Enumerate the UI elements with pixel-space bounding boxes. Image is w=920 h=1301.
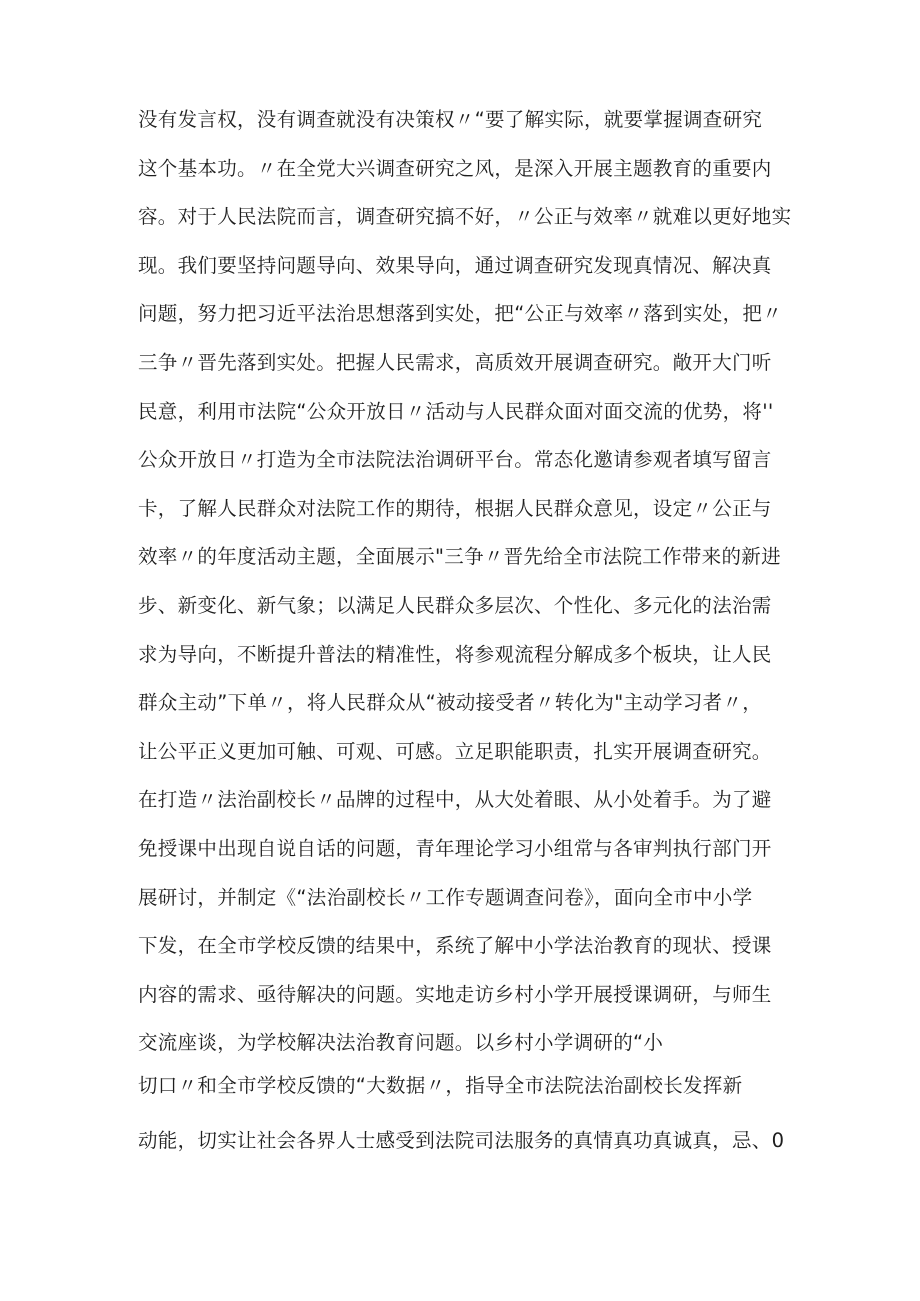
- text-line-9: 卡，了解人民群众对法院工作的期待，根据人民群众意见，设定〃公正与: [138, 496, 772, 520]
- text-line-6: 三争〃晋先落到实处。把握人民需求，高质效开展调查研究。敞开大门听: [138, 350, 772, 374]
- text-line-17: 展研讨，并制定《“法治副校长〃工作专题调查问卷》，面向全市中小学: [138, 885, 753, 909]
- text-line-16: 免授课中出现自说自话的问题，青年理论学习小组常与各审判执行部门开: [138, 836, 772, 860]
- text-line-13: 群众主动”下单〃，将人民群众从“被动接受者〃转化为"主动学习者〃，: [138, 691, 763, 715]
- text-line-15: 在打造〃法治副校长〃品牌的过程中，从大处着眼、从小处着手。为了避: [138, 788, 772, 812]
- text-line-11: 步、新变化、新气象；以满足人民群众多层次、个性化、多元化的法治需: [138, 593, 772, 617]
- text-line-19: 内容的需求、亟待解决的问题。实地走访乡村小学开展授课调研，与师生: [138, 982, 772, 1006]
- text-line-7: 民意，利用市法院“公众开放日〃活动与人民群众面对面交流的优势，将'': [138, 399, 774, 423]
- text-line-22: 动能，切实让社会各界人士感受到法院司法服务的真情真功真诚真，忌、0: [138, 1129, 785, 1153]
- text-line-20: 交流座谈，为学校解决法治教育问题。以乡村小学调研的“小: [138, 1031, 664, 1055]
- text-line-8: 公众开放日〃打造为全市法院法治调研平台。常态化邀请参观者填写留言: [138, 448, 772, 472]
- text-line-12: 求为导向，不断提升普法的精准性，将参观流程分解成多个板块，让人民: [138, 642, 772, 666]
- body-text: [138, 108, 792, 1178]
- text-line-4: 现。我们要坚持问题导向、效果导向，通过调查研究发现真情况、解决真: [138, 253, 772, 277]
- text-line-21: 切口〃和全市学校反馈的“大数据〃，指导全市法院法治副校长发挥新: [138, 1074, 743, 1098]
- text-line-3: 容。对于人民法院而言，调查研究搞不好，〃公正与效率〃就难以更好地实: [138, 205, 792, 229]
- text-line-18: 下发，在全市学校反馈的结果中，系统了解中小学法治教育的现状、授课: [138, 934, 772, 958]
- text-line-1: 没有发言权，没有调查就没有决策权〃“要了解实际，就要掌握调查研究: [138, 108, 763, 131]
- text-line-5: 问题，努力把习近平法治思想落到实处，把“公正与效率〃落到实处，把〃: [138, 302, 783, 326]
- text-line-14: 让公平正义更加可触、可观、可感。立足职能职责，扎实开展调查研究。: [138, 739, 772, 763]
- text-line-2: 这个基本功。〃在全党大兴调查研究之风，是深入开展主题教育的重要内: [138, 156, 772, 180]
- text-line-10: 效率〃的年度活动主题，全面展示"三争〃晋先给全市法院工作带来的新进: [138, 545, 781, 569]
